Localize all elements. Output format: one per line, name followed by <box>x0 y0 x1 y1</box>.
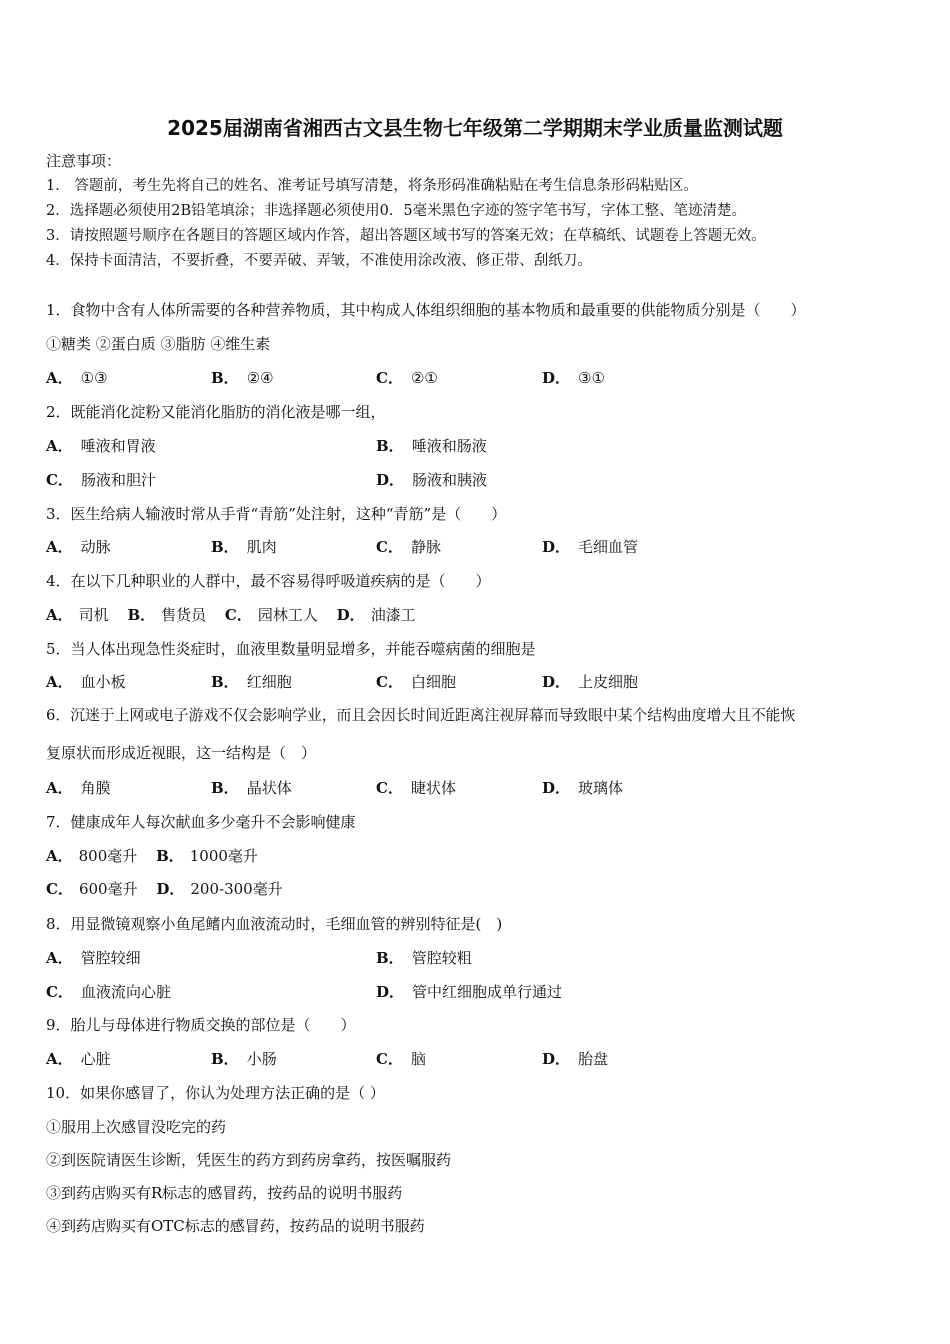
option-label: A． <box>46 606 73 624</box>
question-stem: 9．胎儿与母体进行物质交换的部位是（ ） <box>46 1016 356 1034</box>
option-text: 800毫升 <box>78 847 138 865</box>
question-stem: 2．既能消化淀粉又能消化脂肪的消化液是哪一组， <box>46 403 386 421</box>
option-d[interactable] <box>376 982 562 1002</box>
option-d[interactable] <box>542 672 638 692</box>
option-text: ③① <box>578 369 605 387</box>
option-label: C． <box>376 369 403 387</box>
options-inline <box>46 846 258 866</box>
statement-item: ①服用上次感冒没吃完的药 <box>46 1118 227 1136</box>
option-text: 管中红细胞成单行通过 <box>412 983 563 1001</box>
option-a[interactable] <box>46 537 111 557</box>
option-text: 红细胞 <box>246 673 292 691</box>
option-text: 售货员 <box>161 606 207 624</box>
option-text: 静脉 <box>410 538 441 556</box>
option-a[interactable] <box>46 436 156 456</box>
option-label: A． <box>46 437 73 455</box>
notice-heading: 注意事项： <box>46 152 122 170</box>
option-text: 肠液和胆汁 <box>80 471 156 489</box>
option-text: 白细胞 <box>410 673 456 691</box>
question-stem: 6．沉迷于上网或电子游戏不仅会影响学业，而且会因长时间近距离注视屏幕而导致眼中某个结构曲度增大且不能恢 <box>46 707 796 724</box>
option-text: 小肠 <box>246 1050 277 1068</box>
option-label: B． <box>211 1050 239 1068</box>
question-stem: 1．食物中含有人体所需要的各种营养物质，其中构成人体组织细胞的基本物质和最重要的供能物质分别是（ ） <box>46 301 806 319</box>
statement-item: ④到药店购买有OTC标志的感冒药，按药品的说明书服药 <box>46 1217 425 1235</box>
option-label: B． <box>211 673 239 691</box>
statement-item: ③到药店购买有R标志的感冒药，按药品的说明书服药 <box>46 1184 403 1202</box>
option-label: C． <box>46 880 73 898</box>
option-label: D． <box>542 1050 571 1068</box>
notice-item: 1． 答题前，考生先将自己的姓名、准考证号填写清楚，将条形码准确粘贴在考生信息条形码粘贴区。 <box>46 178 698 194</box>
option-text: 血液流向心脏 <box>80 983 171 1001</box>
option-label: D． <box>542 779 571 797</box>
option-c[interactable] <box>376 368 438 388</box>
option-text: 管腔较细 <box>80 949 141 967</box>
question-stem: 7．健康成年人每次献血多少毫升不会影响健康 <box>46 813 356 831</box>
question-extra: ①糖类 ②蛋白质 ③脂肪 ④维生素 <box>46 335 271 353</box>
option-label: D． <box>542 369 571 387</box>
option-text: 动脉 <box>80 538 111 556</box>
option-label: A． <box>46 369 73 387</box>
option-d[interactable] <box>542 537 638 557</box>
question-stem: 5．当人体出现急性炎症时，血液里数量明显增多，并能吞噬病菌的细胞是 <box>46 640 536 658</box>
option-label: D． <box>542 673 571 691</box>
option-label: D． <box>542 538 571 556</box>
option-b[interactable] <box>376 436 487 456</box>
option-text: 脑 <box>410 1050 426 1068</box>
option-text: 肌肉 <box>246 538 277 556</box>
option-text: 园林工人 <box>257 606 318 624</box>
option-label: A． <box>46 847 73 865</box>
option-a[interactable] <box>46 672 126 692</box>
question-stem: 8．用显微镜观察小鱼尾鳍内血液流动时，毛细血管的辨别特征是( ) <box>46 915 503 933</box>
option-label: B． <box>156 847 184 865</box>
option-text: ①③ <box>80 369 108 387</box>
option-c[interactable] <box>46 470 156 490</box>
option-label: A． <box>46 1050 73 1068</box>
option-a[interactable] <box>46 778 111 798</box>
option-label: D． <box>156 880 185 898</box>
option-c[interactable] <box>225 606 318 624</box>
option-label: A． <box>46 779 73 797</box>
option-label: B． <box>211 779 239 797</box>
options-inline <box>46 879 283 899</box>
option-text: 晶状体 <box>246 779 292 797</box>
option-a[interactable] <box>46 847 137 865</box>
option-c[interactable] <box>46 880 138 898</box>
notice-item: 2．选择题必须使用2B铅笔填涂；非选择题必须使用0．5毫米黑色字迹的签字笔书写，字体工整、笔迹清楚。 <box>46 203 747 219</box>
option-b[interactable] <box>156 847 258 865</box>
question-stem: 10．如果你感冒了，你认为处理方法正确的是（ ） <box>46 1084 385 1102</box>
option-label: B． <box>376 949 404 967</box>
option-text: 肠液和胰液 <box>412 471 488 489</box>
option-text: 唾液和胃液 <box>80 437 156 455</box>
option-label: B． <box>211 538 239 556</box>
question-stem: 3．医生给病人输液时常从手背“青筋”处注射，这种“青筋”是（ ） <box>46 505 507 523</box>
option-label: B． <box>376 437 404 455</box>
option-text: ②④ <box>246 369 274 387</box>
option-d[interactable] <box>542 778 623 798</box>
option-text: 司机 <box>78 606 109 624</box>
option-text: 油漆工 <box>370 606 416 624</box>
option-text: 睫状体 <box>410 779 456 797</box>
option-b[interactable] <box>211 537 277 557</box>
option-label: C． <box>376 1050 403 1068</box>
option-label: C． <box>224 606 252 624</box>
option-b[interactable] <box>127 606 206 624</box>
notice-item: 4．保持卡面清洁，不要折叠，不要弄破、弄皱，不准使用涂改液、修正带、刮纸刀。 <box>46 253 592 269</box>
question-stem: 4．在以下几种职业的人群中，最不容易得呼吸道疾病的是（ ） <box>46 572 491 590</box>
page-title: 2025届湖南省湘西古文县生物七年级第二学期期末学业质量监测试题 <box>167 116 783 140</box>
option-d[interactable] <box>156 880 282 898</box>
option-text: 玻璃体 <box>578 779 624 797</box>
option-d[interactable] <box>376 470 487 490</box>
option-label: C． <box>376 779 403 797</box>
option-text: 600毫升 <box>78 880 138 898</box>
option-c[interactable] <box>376 672 456 692</box>
option-c[interactable] <box>376 537 441 557</box>
option-label: A． <box>46 538 73 556</box>
option-label: D． <box>376 471 405 489</box>
option-text: 血小板 <box>80 673 126 691</box>
option-b[interactable] <box>211 778 292 798</box>
options-inline <box>46 605 416 625</box>
option-text: 毛细血管 <box>578 538 639 556</box>
option-d[interactable] <box>337 606 416 624</box>
option-d[interactable] <box>542 1049 608 1069</box>
option-b[interactable] <box>211 368 274 388</box>
option-text: 上皮细胞 <box>578 673 639 691</box>
option-text: 1000毫升 <box>189 847 258 865</box>
option-label: D． <box>376 983 405 1001</box>
option-text: 角膜 <box>80 779 111 797</box>
option-label: B． <box>127 606 156 624</box>
option-label: C． <box>376 538 403 556</box>
option-label: A． <box>46 949 73 967</box>
option-text: 胎盘 <box>578 1050 609 1068</box>
option-text: ②① <box>410 369 438 387</box>
option-text: 心脏 <box>80 1050 111 1068</box>
statement-item: ②到医院请医生诊断，凭医生的药方到药房拿药，按医嘱服药 <box>46 1151 452 1169</box>
option-c[interactable] <box>46 982 171 1002</box>
option-a[interactable] <box>46 368 108 388</box>
option-c[interactable] <box>376 1049 426 1069</box>
notice-item: 3．请按照题号顺序在各题目的答题区域内作答，超出答题区域书写的答案无效；在草稿纸、试题卷上答题无效。 <box>46 228 766 244</box>
question-stem-continued: 复原状而形成近视眼，这一结构是（ ） <box>46 744 317 762</box>
option-b[interactable] <box>211 672 292 692</box>
option-label: D． <box>336 606 365 624</box>
option-b[interactable] <box>211 1049 277 1069</box>
option-text: 唾液和肠液 <box>411 437 487 455</box>
option-label: A． <box>46 673 73 691</box>
option-label: C． <box>46 983 73 1001</box>
option-label: B． <box>211 369 239 387</box>
option-label: C． <box>46 471 73 489</box>
option-c[interactable] <box>376 778 456 798</box>
option-d[interactable] <box>542 368 605 388</box>
option-a[interactable] <box>46 948 141 968</box>
option-a[interactable] <box>46 606 109 624</box>
option-text: 管腔较粗 <box>411 949 472 967</box>
option-text: 200-300毫升 <box>190 880 283 898</box>
option-b[interactable] <box>376 948 472 968</box>
option-a[interactable] <box>46 1049 111 1069</box>
option-label: C． <box>376 673 403 691</box>
